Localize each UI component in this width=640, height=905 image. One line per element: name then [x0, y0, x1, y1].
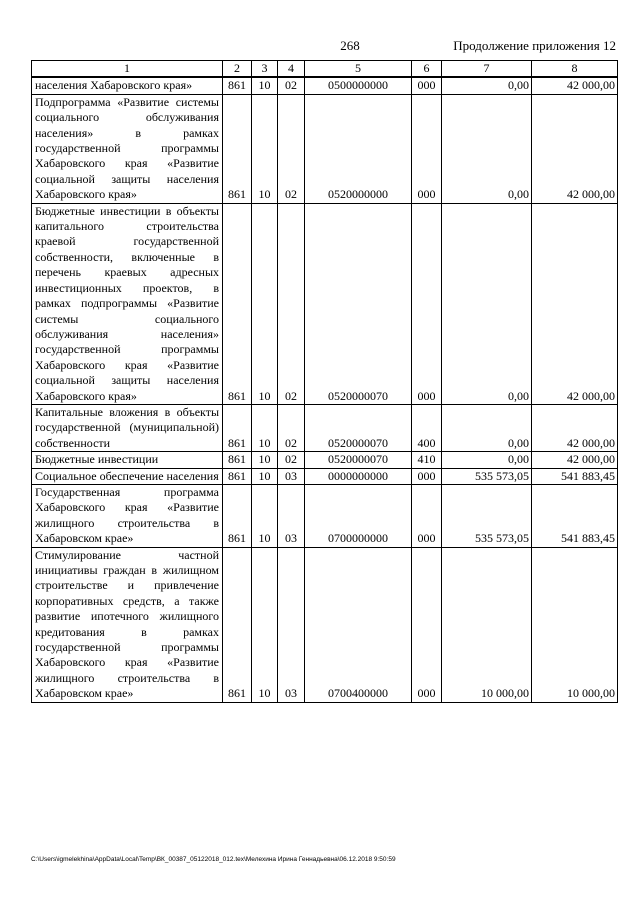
cell-amount-1: 0,00	[442, 77, 532, 94]
cell-name: населения Хабаровского края»	[32, 77, 223, 94]
cell-subsection: 03	[278, 468, 305, 484]
file-path-footer: C:\Users\igmelekhina\AppData\Local\Temp\ВК_00387_05122018_012.tex\Мелехина Ирина Геннадьевна\06.12.2018 9:50:59	[31, 856, 396, 863]
cell-section: 10	[252, 404, 278, 451]
cell-subsection: 02	[278, 203, 305, 404]
cell-subsection: 02	[278, 452, 305, 468]
cell-subsection: 02	[278, 94, 305, 203]
table-row	[32, 484, 618, 547]
cell-target-article: 0520000000	[305, 94, 412, 203]
cell-target-article: 0520000070	[305, 203, 412, 404]
cell-target-article: 0000000000	[305, 468, 412, 484]
column-header: 5	[305, 61, 412, 78]
column-header: 6	[412, 61, 442, 78]
cell-ved: 861	[223, 404, 252, 451]
cell-amount-2: 541 883,45	[532, 484, 618, 547]
table-row	[32, 77, 618, 94]
cell-expense-type: 000	[412, 203, 442, 404]
cell-amount-2: 42 000,00	[532, 404, 618, 451]
cell-amount-2: 10 000,00	[532, 547, 618, 702]
cell-name: Бюджетные инвестиции	[32, 452, 223, 468]
cell-amount-1: 0,00	[442, 404, 532, 451]
cell-amount-1: 0,00	[442, 452, 532, 468]
cell-expense-type: 000	[412, 77, 442, 94]
cell-name: Капитальные вложения в объекты государственной (муниципальной) собственности	[32, 404, 223, 451]
table-row	[32, 452, 618, 468]
column-header: 3	[252, 61, 278, 78]
cell-name: Стимулирование частной инициативы граждан в жилищном строительстве и привлечение корпоративных средств, а также развитие ипотечного жилищного кредитования в рамках государственной программы Хабаровского края «Развитие жилищного строительства в Хабаровском крае»	[32, 547, 223, 702]
cell-amount-1: 535 573,05	[442, 468, 532, 484]
cell-target-article: 0700400000	[305, 547, 412, 702]
column-header: 8	[532, 61, 618, 78]
cell-target-article: 0700000000	[305, 484, 412, 547]
cell-section: 10	[252, 94, 278, 203]
cell-amount-1: 535 573,05	[442, 484, 532, 547]
cell-section: 10	[252, 203, 278, 404]
cell-ved: 861	[223, 468, 252, 484]
table-row	[32, 547, 618, 702]
cell-expense-type: 410	[412, 452, 442, 468]
budget-table	[31, 60, 618, 703]
cell-subsection: 02	[278, 77, 305, 94]
cell-subsection: 03	[278, 484, 305, 547]
cell-amount-1: 0,00	[442, 203, 532, 404]
cell-name: Социальное обеспечение населения	[32, 468, 223, 484]
column-header: 2	[223, 61, 252, 78]
cell-target-article: 0520000070	[305, 452, 412, 468]
cell-target-article: 0520000070	[305, 404, 412, 451]
table-row	[32, 94, 618, 203]
cell-expense-type: 000	[412, 484, 442, 547]
cell-amount-1: 0,00	[442, 94, 532, 203]
cell-name: Бюджетные инвестиции в объекты капитального строительства краевой государственной собственности, включенные в перечень краевых адресных инвестиционных проектов, в рамках подпрограммы «Развитие системы социального обслуживания населения» государственной программы Хабаровского края «Развитие социальной защиты населения Хабаровского края»	[32, 203, 223, 404]
cell-ved: 861	[223, 77, 252, 94]
cell-ved: 861	[223, 94, 252, 203]
cell-ved: 861	[223, 547, 252, 702]
cell-ved: 861	[223, 484, 252, 547]
table-header-row	[32, 61, 618, 78]
cell-section: 10	[252, 484, 278, 547]
column-header: 1	[32, 61, 223, 78]
cell-name: Подпрограмма «Развитие системы социального обслуживания населения» в рамках государственной программы Хабаровского края «Развитие социальной защиты населения Хабаровского края»	[32, 94, 223, 203]
cell-name: Государственная программа Хабаровского края «Развитие жилищного строительства в Хабаровском крае»	[32, 484, 223, 547]
cell-amount-2: 541 883,45	[532, 468, 618, 484]
table-row	[32, 203, 618, 404]
cell-subsection: 02	[278, 404, 305, 451]
cell-amount-2: 42 000,00	[532, 77, 618, 94]
cell-amount-2: 42 000,00	[532, 94, 618, 203]
cell-amount-2: 42 000,00	[532, 452, 618, 468]
cell-target-article: 0500000000	[305, 77, 412, 94]
cell-expense-type: 000	[412, 547, 442, 702]
cell-ved: 861	[223, 452, 252, 468]
cell-subsection: 03	[278, 547, 305, 702]
continuation-label: Продолжение приложения 12	[453, 38, 616, 53]
cell-section: 10	[252, 547, 278, 702]
cell-amount-1: 10 000,00	[442, 547, 532, 702]
cell-expense-type: 000	[412, 468, 442, 484]
cell-expense-type: 400	[412, 404, 442, 451]
cell-section: 10	[252, 77, 278, 94]
column-header: 4	[278, 61, 305, 78]
page-number: 268	[340, 38, 360, 53]
cell-ved: 861	[223, 203, 252, 404]
column-header: 7	[442, 61, 532, 78]
table-row	[32, 404, 618, 451]
cell-expense-type: 000	[412, 94, 442, 203]
cell-section: 10	[252, 468, 278, 484]
cell-section: 10	[252, 452, 278, 468]
cell-amount-2: 42 000,00	[532, 203, 618, 404]
table-row	[32, 468, 618, 484]
